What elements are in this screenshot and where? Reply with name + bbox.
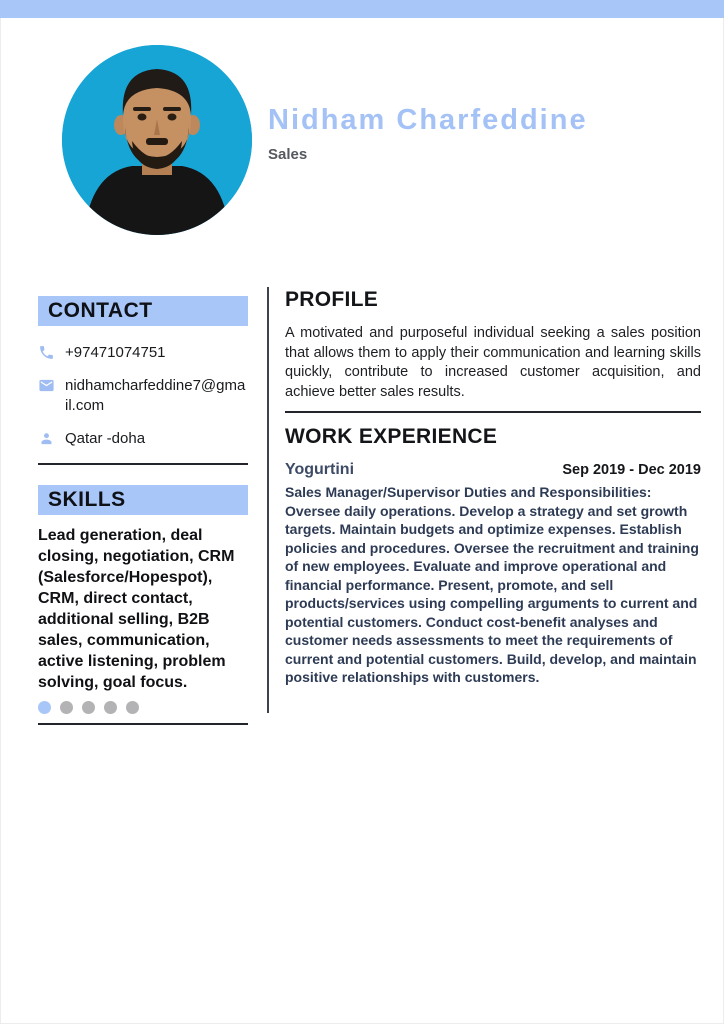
candidate-title: Sales bbox=[268, 146, 308, 163]
location-icon bbox=[38, 430, 55, 447]
contact-item-email bbox=[38, 376, 248, 416]
employment-dates: Sep 2019 - Dec 2019 bbox=[562, 462, 701, 478]
contact-list bbox=[38, 343, 248, 449]
contact-location-value: Qatar -doha bbox=[65, 430, 146, 447]
email-icon bbox=[38, 377, 55, 394]
skills-section-heading: SKILLS bbox=[38, 485, 248, 515]
skills-pagination bbox=[38, 701, 248, 714]
profile-photo-illustration bbox=[62, 45, 252, 235]
left-divider-bottom bbox=[38, 723, 248, 725]
pagination-dot[interactable] bbox=[60, 701, 73, 714]
work-experience-entry-header bbox=[285, 461, 701, 479]
contact-item-phone bbox=[38, 343, 248, 363]
profile-text: A motivated and purposeful individual seeking a sales position that allows them to apply their communication and learning skills quickly, contribute to increased customer acquisition, and achieve better sales results. bbox=[285, 325, 701, 400]
pagination-dot[interactable] bbox=[38, 701, 51, 714]
right-divider bbox=[285, 411, 701, 413]
profile-photo bbox=[62, 45, 252, 235]
contact-phone-value: +97471074751 bbox=[65, 344, 166, 361]
candidate-name: Nidham Charfeddine bbox=[268, 104, 588, 136]
work-experience-section-heading: WORK EXPERIENCE bbox=[285, 425, 498, 448]
job-description: Sales Manager/Supervisor Duties and Responsibilities: Oversee daily operations. Develop a strategy and set growth targets. Maintain budgets and optimize expenses. Establish policies and procedures. Oversee the recruitment and training of new employees. Evaluate and improve operational and financial performance. Present, promote, and sell products/services using compelling arguments to current and potential customers. Conduct cost-benefit analyses and customer needs assessments to meet the requirements of current and potential customers. Build, develop, and maintain positive relationships with customers. bbox=[285, 484, 699, 685]
company-name: Yogurtini bbox=[285, 461, 355, 478]
top-accent-bar bbox=[0, 0, 724, 18]
work-experience-entry bbox=[285, 461, 701, 687]
pagination-dot[interactable] bbox=[104, 701, 117, 714]
profile-section-heading: PROFILE bbox=[285, 288, 379, 311]
pagination-dot[interactable] bbox=[126, 701, 139, 714]
left-column bbox=[38, 296, 248, 725]
contact-email-value: nidhamcharfeddine7@gmail.com bbox=[65, 377, 246, 414]
contact-section-heading: CONTACT bbox=[38, 296, 248, 326]
pagination-dot[interactable] bbox=[82, 701, 95, 714]
contact-item-location bbox=[38, 429, 248, 449]
left-divider-top bbox=[38, 463, 248, 465]
column-divider bbox=[267, 287, 269, 713]
phone-icon bbox=[38, 344, 55, 361]
skills-text: Lead generation, deal closing, negotiation, CRM (Salesforce/Hopespot), CRM, direct contact, additional selling, B2B sales, communication, active listening, problem solving, goal focus. bbox=[38, 527, 235, 691]
right-column bbox=[285, 288, 701, 687]
